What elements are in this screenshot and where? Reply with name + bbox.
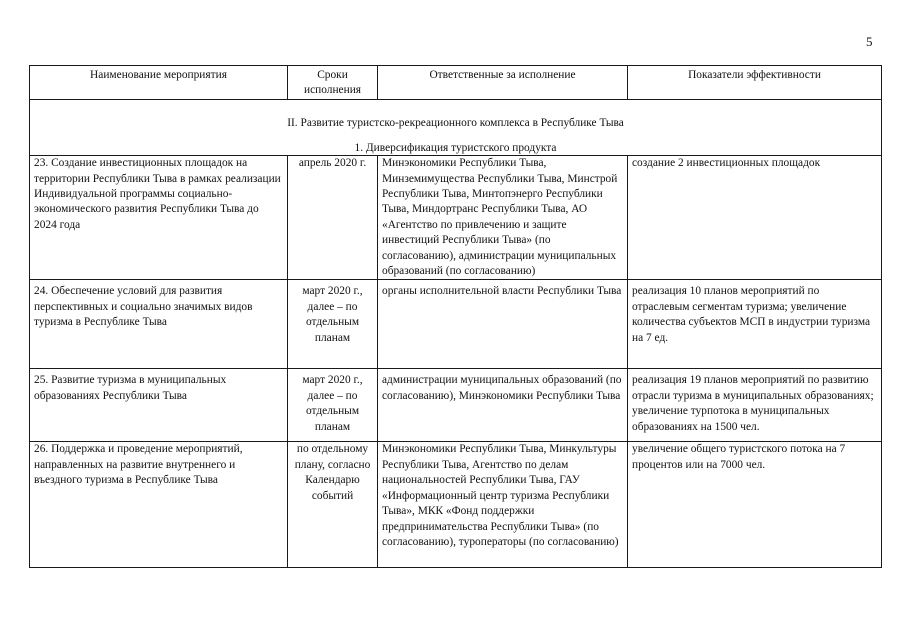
indicators-cell: реализация 10 планов мероприятий по отраслевым сегментам туризма; увеличение количества субъектов МСП в индустрии туризма на 7 ед. <box>628 280 882 369</box>
event-name-cell: 26. Поддержка и проведение мероприятий, направленных на развитие внутреннего и въездного туризма в Республике Тыва <box>30 442 288 568</box>
deadline-cell: март 2020 г., далее – по отдельным планам <box>288 369 378 442</box>
indicators-cell: увеличение общего туристского потока на 7 процентов или на 7000 чел. <box>628 442 882 568</box>
event-name-cell: 24. Обеспечение условий для развития перспективных и социально значимых видов туризма в Республике Тыва <box>30 280 288 369</box>
responsible-cell: Минэкономики Республики Тыва, Минземимущества Республики Тыва, Минстрой Республики Тыва, Минтопэнерго Республики Тыва, Миндортранс Республики Тыва, АО «Агентство по привлечению и защите инвестиций Республики Тыва» (по согласованию), администрации муниципальных образований (по согласованию) <box>378 156 628 280</box>
table-header-row <box>30 66 882 100</box>
section-cell <box>30 99 882 155</box>
header-responsible: Ответственные за исполнение <box>378 66 628 100</box>
header-event-name: Наименование мероприятия <box>30 66 288 100</box>
responsible-cell: органы исполнительной власти Республики Тыва <box>378 280 628 369</box>
section-row <box>30 99 882 155</box>
header-indicators: Показатели эффективности <box>628 66 882 100</box>
deadline-cell: март 2020 г., далее – по отдельным планам <box>288 280 378 369</box>
events-table <box>29 65 882 568</box>
table-row <box>30 280 882 369</box>
page-number: 5 <box>866 34 873 49</box>
event-name-cell: 25. Развитие туризма в муниципальных образованиях Республики Тыва <box>30 369 288 442</box>
event-name-cell: 23. Создание инвестиционных площадок на территории Республики Тыва в рамках реализации Индивидуальной программы социально-экономического развития Республики Тыва до 2024 года <box>30 156 288 280</box>
subsection-title: 1. Диверсификация туристского продукта <box>354 142 557 155</box>
deadline-cell: апрель 2020 г. <box>288 156 378 280</box>
deadline-cell: по отдельному плану, согласно Календарю событий <box>288 442 378 568</box>
table-row <box>30 442 882 568</box>
section-title: II. Развитие туристско-рекреационного комплекса в Республике Тыва <box>287 116 624 129</box>
responsible-cell: Минэкономики Республики Тыва, Минкультуры Республики Тыва, Агентство по делам национальностей Республики Тыва, ГАУ «Информационный центр туризма Республики Тыва», МКК «Фонд поддержки предпринимательства Республики Тыва» (по согласованию), туроператоры (по согласованию) <box>378 442 628 568</box>
indicators-cell: создание 2 инвестиционных площадок <box>628 156 882 280</box>
table-row <box>30 156 882 280</box>
table-row <box>30 369 882 442</box>
header-deadline: Сроки исполнения <box>288 66 378 100</box>
indicators-cell: реализация 19 планов мероприятий по развитию отрасли туризма в муниципальных образованиях; увеличение турпотока в муниципальных образованиях на 1500 чел. <box>628 369 882 442</box>
responsible-cell: администрации муниципальных образований (по согласованию), Минэкономики Республики Тыва <box>378 369 628 442</box>
